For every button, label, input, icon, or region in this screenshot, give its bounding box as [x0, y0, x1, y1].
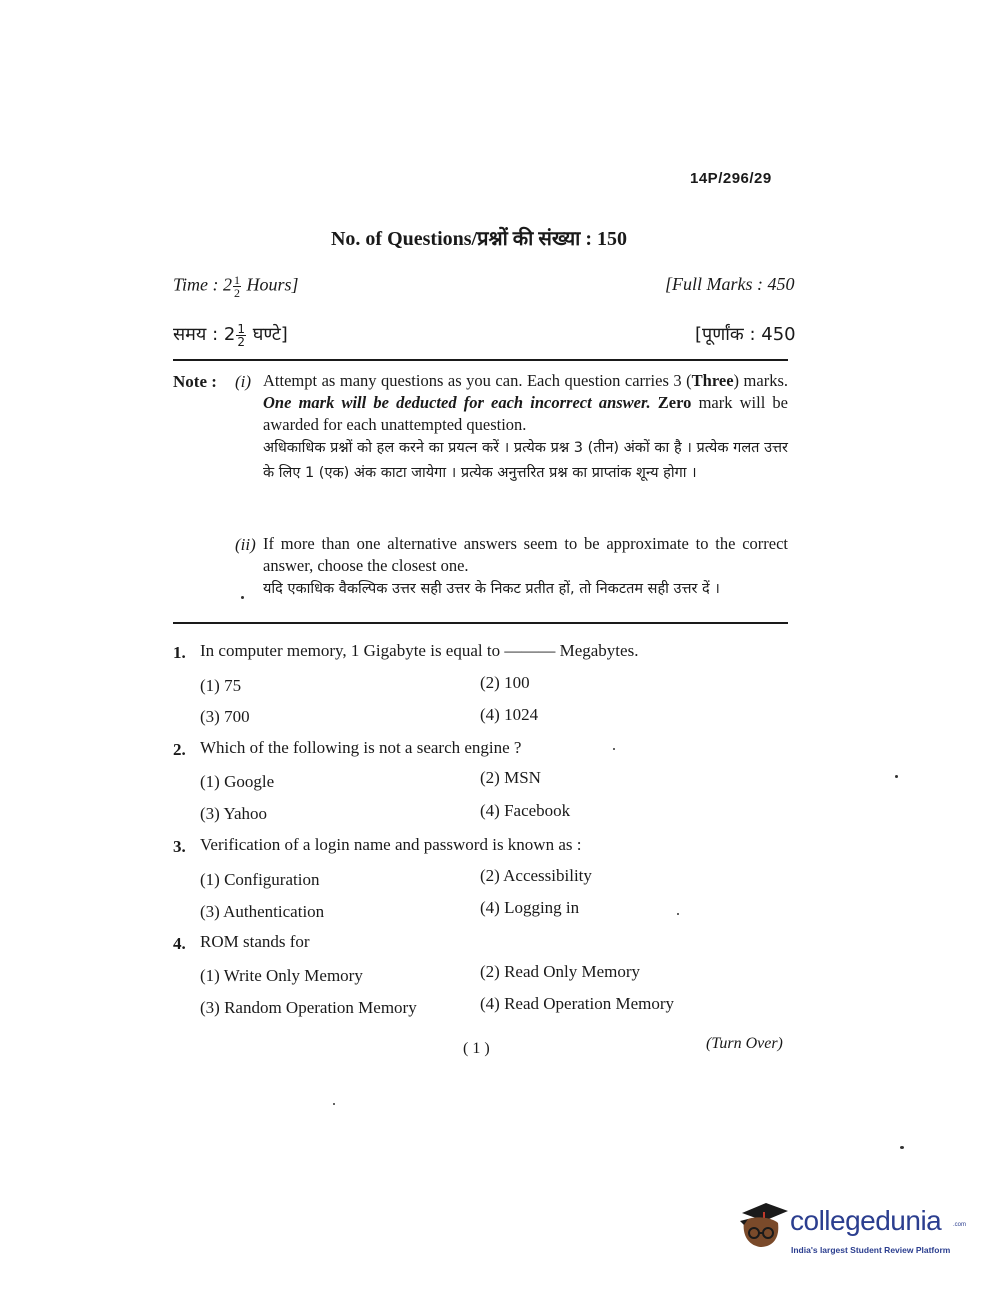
question-4-number: 4. — [173, 934, 186, 953]
marks-en-text: [Full Marks : 450 — [665, 274, 795, 294]
note-2-num-text: (ii) — [235, 535, 256, 554]
question-3-option-4: (4) Logging in — [480, 898, 580, 917]
frac-den: 2 — [234, 286, 241, 300]
turn-over-label: (Turn Over) — [706, 1035, 783, 1052]
question-3-number: 3. — [173, 837, 186, 856]
note-item-2 — [263, 533, 788, 602]
note-label: Note : — [173, 372, 217, 391]
time-en-suffix: Hours] — [246, 274, 299, 295]
divider-top — [173, 359, 788, 361]
question-2-option-4: (4) Facebook — [480, 801, 571, 820]
full-marks-hindi: [पूर्णांक : 450 — [695, 324, 796, 345]
note-2-hindi: यदि एकाधिक वैकल्पिक उत्तर सही उत्तर के निकट प्रतीत हों, तो निकटतम सही उत्तर दें । — [263, 581, 720, 597]
note-1-zero: Zero — [657, 393, 692, 412]
question-1-option-2: (2) 100 — [480, 673, 530, 692]
time-hi-prefix: समय : 2 — [173, 324, 236, 345]
question-2-option-1: (1) Google — [200, 772, 275, 791]
note-1-hindi: अधिकाधिक प्रश्नों को हल करने का प्रयत्न करें । प्रत्येक प्रश्न 3 (तीन) अंकों का है । प्रत्येक गलत उत्तर के लिए 1 (एक) अंक काटा जायेगा । प्रत्येक अनुत्तरित प्रश्न का प्राप्तांक शून्य होगा । — [263, 440, 788, 481]
question-4-text: ROM stands for — [200, 932, 310, 951]
page-number: ( 1 ) — [463, 1040, 490, 1057]
scan-speck — [677, 913, 679, 915]
watermark-dotcom: .com — [953, 1222, 967, 1228]
time-hi-suffix: घण्टे] — [252, 324, 288, 345]
note-item-1-number — [235, 372, 251, 392]
watermark-tagline: India's largest Student Review Platform — [791, 1245, 951, 1255]
scan-speck — [895, 775, 898, 778]
full-marks-english — [665, 274, 795, 295]
note-2-text: If more than one alternative answers seem to be approximate to the correct answer, choose the closest one. — [263, 534, 788, 575]
question-3-option-1: (1) Configuration — [200, 870, 320, 889]
question-2-text: Which of the following is not a search engine ? — [200, 738, 522, 757]
question-4-option-4: (4) Read Operation Memory — [480, 994, 675, 1013]
scan-speck — [613, 748, 615, 750]
question-3-option-2: (2) Accessibility — [480, 866, 592, 885]
frac-num: 1 — [234, 273, 241, 287]
collegedunia-mascot-icon — [736, 1195, 790, 1253]
frac-hi-num: 1 — [237, 321, 245, 336]
watermark-brand: collegedunia — [790, 1205, 942, 1236]
note-1-num-text: (i) — [235, 372, 252, 391]
note-1-text-c: mark will be awarded for each unattempted question. — [263, 393, 789, 434]
scan-speck — [900, 1146, 904, 1149]
question-4-option-2: (2) Read Only Memory — [480, 962, 641, 981]
question-4-option-3: (3) Random Operation Memory — [200, 998, 417, 1017]
note-1-text-b: ) marks. — [733, 371, 788, 390]
note-1-deduction: One mark will be deducted for each incorrect answer. — [263, 393, 651, 412]
time-hindi — [173, 322, 288, 348]
question-2-number: 2. — [173, 740, 186, 759]
scan-speck — [241, 596, 244, 599]
note-1-three: Three — [691, 371, 734, 390]
note-item-2-number — [235, 535, 256, 555]
question-1-number: 1. — [173, 643, 186, 662]
frac-hi-den: 2 — [237, 334, 245, 349]
question-2-option-3: (3) Yahoo — [200, 804, 268, 823]
scan-speck — [333, 1103, 335, 1105]
time-fraction — [233, 274, 241, 299]
question-3-option-3: (3) Authentication — [200, 902, 325, 921]
question-2-option-2: (2) MSN — [480, 768, 541, 787]
divider-note — [173, 622, 788, 624]
page-title: No. of Questions/प्रश्नों की संख्या : 150 — [330, 228, 628, 250]
time-english — [173, 274, 299, 299]
time-en-prefix: Time : 2 — [173, 274, 233, 295]
question-4-option-1: (1) Write Only Memory — [200, 966, 363, 985]
question-1-option-1: (1) 75 — [200, 676, 242, 695]
note-1-text-a: Attempt as many questions as you can. Each question carries 3 ( — [263, 371, 692, 390]
question-1-option-4: (4) 1024 — [480, 705, 539, 724]
question-1-option-3: (3) 700 — [200, 707, 250, 726]
note-item-1 — [263, 370, 788, 486]
time-hi-fraction — [236, 323, 246, 348]
paper-code: 14P/296/29 — [690, 170, 772, 187]
question-3-text: Verification of a login name and password is known as : — [200, 835, 582, 854]
question-1-text: In computer memory, 1 Gigabyte is equal to ——— Megabytes. — [200, 641, 639, 660]
